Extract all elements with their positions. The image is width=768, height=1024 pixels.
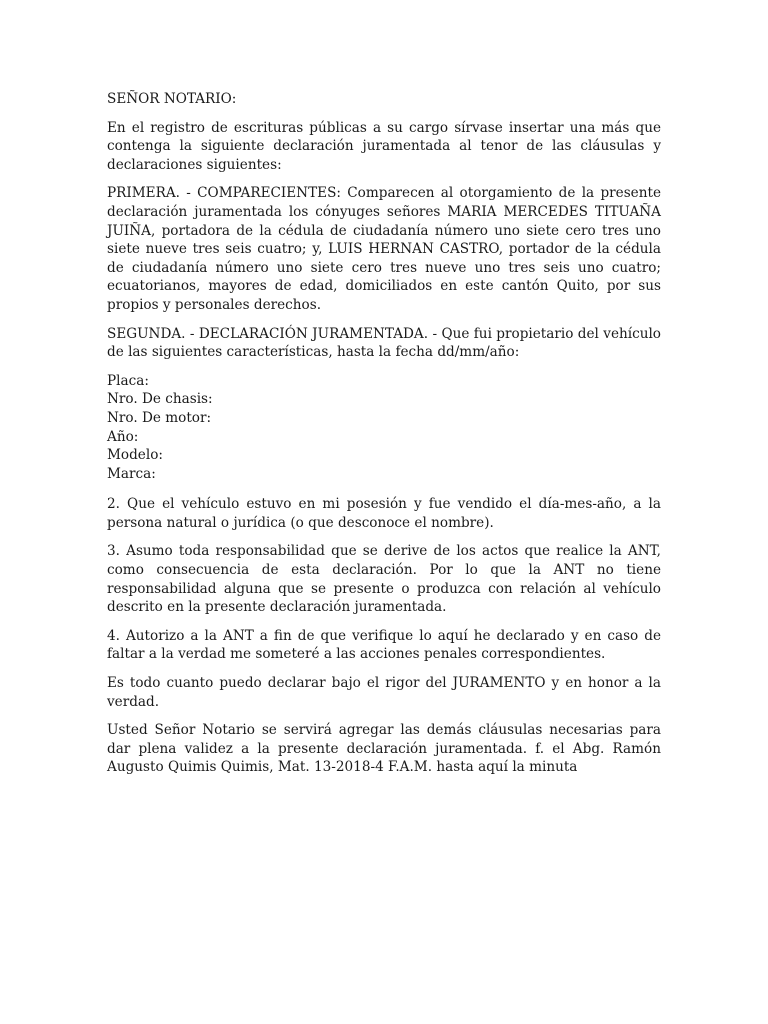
declaration-item-4: 4. Autorizo a la ANT a fin de que verifique lo aquí he declarado y en caso de faltar a la verdad me someteré a las acciones penales correspondientes. (107, 627, 661, 663)
closing-paragraph: Usted Señor Notario se servirá agregar las demás cláusulas necesarias para dar plena validez a la presente declaración juramentada. f. el Abg. Ramón Augusto Quimis Quimis, Mat. 13-2018-4 F.A.M. hasta aquí la minuta (107, 722, 661, 776)
field-anio: Año: (107, 428, 139, 445)
field-modelo: Modelo: (107, 447, 163, 464)
clause-segunda: SEGUNDA. - DECLARACIÓN JURAMENTADA. - Que fui propietario del vehículo de las siguientes características, hasta la fecha dd/mm/año: (107, 325, 661, 361)
document-page (107, 90, 661, 787)
field-placa: Placa: (107, 372, 149, 389)
document-heading: SEÑOR NOTARIO: (107, 91, 237, 107)
field-marca: Marca: (107, 465, 156, 482)
oath-paragraph: Es todo cuanto puedo declarar bajo el rigor del JURAMENTO y en honor a la verdad. (107, 675, 661, 710)
vehicle-fields-list (107, 372, 661, 484)
field-chasis: Nro. De chasis: (107, 391, 213, 408)
clause-primera: PRIMERA. - COMPARECIENTES: Comparecen al otorgamiento de la presente declaración juramentada los cónyuges señores MARIA MERCEDES TITUAÑA JUIÑA, portadora de la cédula de ciudadanía número uno siete cero tres uno siete nueve tres seis cuatro; y, LUIS HERNAN CASTRO, portador de la cédula de ciudadanía número uno siete cero tres nueve uno tres seis uno cuatro; ecuatorianos, mayores de edad, domiciliados en este cantón Quito, por sus propios y personales derechos. (107, 185, 661, 313)
field-motor: Nro. De motor: (107, 409, 212, 426)
intro-paragraph: En el registro de escrituras públicas a su cargo sírvase insertar una más que contenga la siguiente declaración juramentada al tenor de las cláusulas y declaraciones siguientes: (107, 119, 661, 173)
declaration-item-3: 3. Asumo toda responsabilidad que se derive de los actos que realice la ANT, como consecuencia de esta declaración. Por lo que la ANT no tiene responsabilidad alguna que se presente o produzca con relación al vehículo descrito en la presente declaración juramentada. (107, 543, 661, 616)
declaration-item-2: 2. Que el vehículo estuvo en mi posesión y fue vendido el día-mes-año, a la persona natural o jurídica (o que desconoce el nombre). (107, 496, 661, 531)
